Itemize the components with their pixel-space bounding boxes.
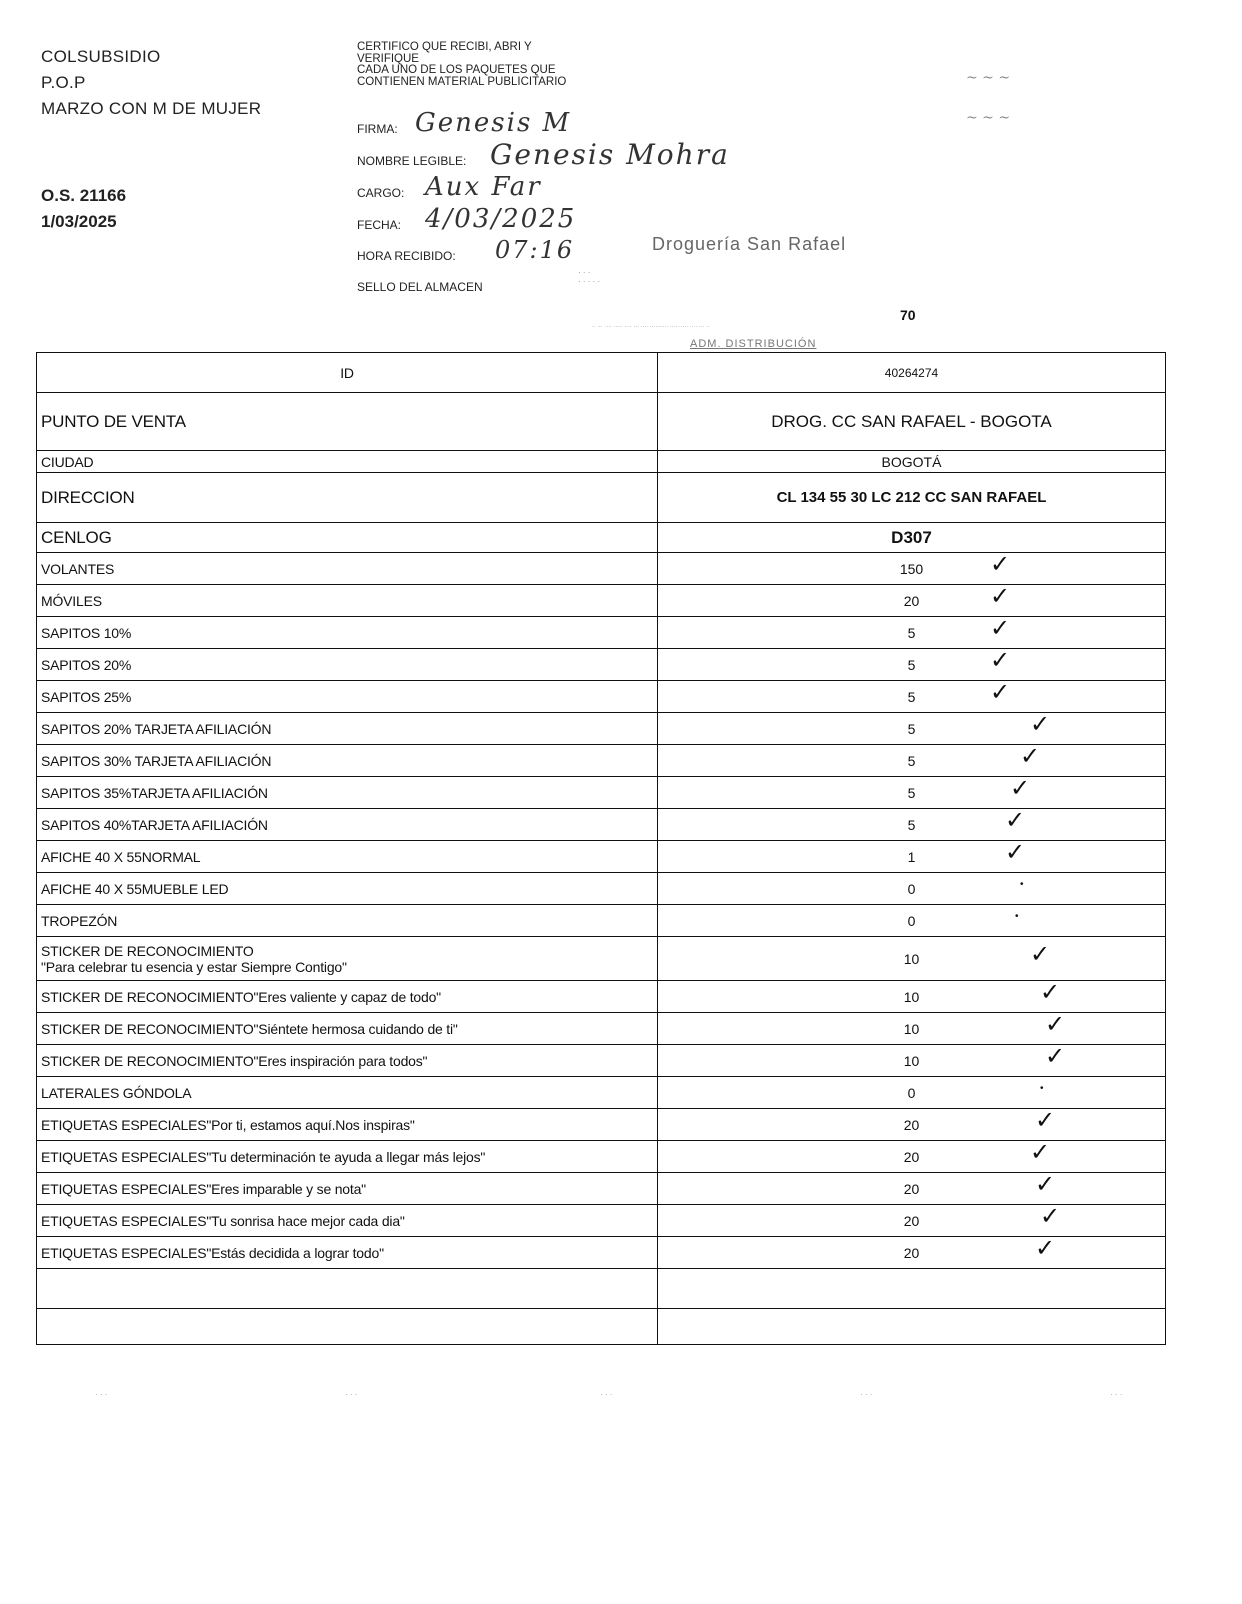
item-label-subtext: "Para celebrar tu esencia y estar Siempre Contigo": [41, 958, 347, 975]
blank-row: [37, 1269, 1166, 1309]
document-header: [41, 44, 261, 122]
id-row: [37, 353, 1166, 393]
item-label: [37, 841, 658, 873]
item-label: [37, 905, 658, 937]
id-label: ID: [37, 353, 658, 393]
checkmark-icon: ✓: [1035, 1170, 1056, 1198]
item-label-text: SAPITOS 35%TARJETA AFILIACIÓN: [41, 784, 268, 801]
order-block: [41, 183, 126, 235]
checkmark-icon: ✓: [1045, 1042, 1066, 1070]
item-label-text: AFICHE 40 X 55MUEBLE LED: [41, 880, 229, 897]
item-quantity: 0: [907, 1084, 916, 1101]
info-value: CL 134 55 30 LC 212 CC SAN RAFAEL: [658, 473, 1166, 523]
item-label: [37, 1109, 658, 1141]
doc-type: P.O.P: [41, 73, 86, 92]
item-row: [37, 1077, 1166, 1109]
item-label: [37, 1045, 658, 1077]
nombre-value: Genesis Mohra: [490, 138, 730, 171]
checkmark-icon: ✓: [1040, 978, 1061, 1006]
warehouse-stamp: Droguería San Rafael: [652, 234, 847, 254]
item-row: [37, 777, 1166, 809]
sello-label: SELLO DEL ALMACEN: [357, 280, 483, 294]
item-quantity: 5: [907, 816, 916, 833]
item-label-text: SAPITOS 20%: [41, 656, 132, 673]
checkmark-icon: ✓: [990, 678, 1011, 706]
item-label: [37, 1141, 658, 1173]
info-label: CIUDAD: [37, 451, 658, 473]
item-row: [37, 649, 1166, 681]
item-quantity-cell: [658, 1138, 1166, 1173]
item-quantity: 5: [907, 656, 916, 673]
cargo-label: CARGO:: [357, 186, 405, 200]
item-label: [37, 745, 658, 777]
checkmark-icon: ✓: [1035, 1234, 1056, 1262]
item-quantity-cell: [658, 550, 1166, 585]
item-row: [37, 713, 1166, 745]
checkmark-icon: ✓: [990, 582, 1011, 610]
checkmark-icon: ✓: [1040, 1202, 1061, 1230]
item-label-text: SAPITOS 10%: [41, 624, 132, 641]
item-quantity: 5: [907, 752, 916, 769]
item-label: [37, 1077, 658, 1109]
item-label: [37, 1205, 658, 1237]
firma-signature: Genesis M: [415, 108, 572, 138]
info-value: DROG. CC SAN RAFAEL - BOGOTA: [658, 393, 1166, 451]
info-label: DIRECCION: [37, 473, 658, 523]
item-label-text: ETIQUETAS ESPECIALES"Eres imparable y se nota": [41, 1180, 366, 1197]
item-quantity: 10: [903, 1052, 920, 1069]
info-value: D307: [658, 523, 1166, 553]
org-name: COLSUBSIDIO: [41, 47, 161, 66]
checkmark-icon: ✓: [1035, 1106, 1056, 1134]
item-label-text: STICKER DE RECONOCIMIENTO: [41, 942, 254, 959]
cert-line: CONTIENEN MATERIAL PUBLICITARIO: [357, 75, 567, 88]
info-value: BOGOTÁ: [658, 451, 1166, 473]
item-quantity: 20: [903, 1148, 920, 1165]
item-quantity-cell: [658, 1234, 1166, 1269]
item-label-text: MÓVILES: [41, 592, 102, 609]
item-row: [37, 1141, 1166, 1173]
fine-print: ·· ··· ···· ····· ···· ··· ···· ·········· ···· ····· ···· ··· ··: [592, 324, 710, 330]
item-label: [37, 649, 658, 681]
item-label-text: STICKER DE RECONOCIMIENTO"Eres inspiración para todos": [41, 1052, 428, 1069]
order-date: 1/03/2025: [41, 212, 117, 231]
checkmark-icon: ✓: [1030, 1138, 1051, 1166]
item-label-text: STICKER DE RECONOCIMIENTO"Eres valiente y capaz de todo": [41, 988, 441, 1005]
item-quantity-cell: [658, 1106, 1166, 1141]
item-label: [37, 1173, 658, 1205]
fecha-value: 4/03/2025: [425, 204, 577, 234]
info-label: PUNTO DE VENTA: [37, 393, 658, 451]
item-label-text: ETIQUETAS ESPECIALES"Tu sonrisa hace mejor cada dia": [41, 1212, 405, 1229]
item-label-text: AFICHE 40 X 55NORMAL: [41, 848, 201, 865]
item-row: [37, 1109, 1166, 1141]
item-row: [37, 905, 1166, 937]
item-label: [37, 1237, 658, 1269]
hora-label: HORA RECIBIDO:: [357, 249, 456, 263]
item-quantity-cell: [658, 1042, 1166, 1077]
item-quantity-cell: [658, 742, 1166, 777]
item-label-text: SAPITOS 40%TARJETA AFILIACIÓN: [41, 816, 268, 833]
checkmark-icon: ✓: [1030, 940, 1051, 968]
page-number: 70: [900, 307, 916, 323]
item-quantity: 5: [907, 624, 916, 641]
item-quantity-cell: [658, 937, 1166, 981]
item-quantity-cell: [658, 646, 1166, 681]
info-row: [37, 451, 1166, 473]
item-quantity-cell: [658, 838, 1166, 873]
firma-label: FIRMA:: [357, 122, 398, 136]
item-row: [37, 617, 1166, 649]
item-row: [37, 1013, 1166, 1045]
info-label: CENLOG: [37, 523, 658, 553]
blank-row: [37, 1309, 1166, 1345]
item-quantity: 5: [907, 688, 916, 705]
info-row: [37, 473, 1166, 523]
item-quantity: 20: [903, 1212, 920, 1229]
item-quantity-cell: [658, 806, 1166, 841]
item-row: [37, 1173, 1166, 1205]
item-quantity: 20: [903, 1116, 920, 1133]
item-label-text: VOLANTES: [41, 560, 115, 577]
hora-value: 07:16: [495, 236, 575, 264]
item-row: [37, 553, 1166, 585]
item-row: [37, 585, 1166, 617]
item-quantity: 5: [907, 720, 916, 737]
checkmark-icon: ✓: [990, 614, 1011, 642]
blank-cell: [37, 1309, 658, 1345]
info-row: [37, 523, 1166, 553]
item-label: [37, 937, 658, 981]
dot-mark-icon: •: [1015, 911, 1019, 922]
item-label: [37, 681, 658, 713]
item-quantity: 20: [903, 1180, 920, 1197]
item-row: [37, 1045, 1166, 1077]
handwritten-note: ~ ~ ~ ~ ~ ~: [966, 70, 1011, 126]
id-value: 40264274: [658, 353, 1166, 393]
checkmark-icon: ✓: [1020, 742, 1041, 770]
item-quantity: 10: [903, 1020, 920, 1037]
item-row: [37, 937, 1166, 981]
item-quantity: 20: [903, 1244, 920, 1261]
item-label-text: ETIQUETAS ESPECIALES"Tu determinación te ayuda a llegar más lejos": [41, 1148, 486, 1165]
item-quantity-cell: [658, 774, 1166, 809]
item-label: [37, 809, 658, 841]
item-quantity: 1: [907, 848, 916, 865]
item-label-text: SAPITOS 20% TARJETA AFILIACIÓN: [41, 720, 272, 737]
adm-label: ADM. DISTRIBUCIÓN: [690, 338, 817, 350]
item-label: [37, 1013, 658, 1045]
item-quantity: 150: [899, 560, 924, 577]
item-row: [37, 873, 1166, 905]
item-row: [37, 1237, 1166, 1269]
item-quantity-cell: [658, 978, 1166, 1013]
fecha-label: FECHA:: [357, 218, 402, 232]
item-label: [37, 713, 658, 745]
item-label-text: SAPITOS 25%: [41, 688, 132, 705]
item-quantity-cell: [658, 678, 1166, 713]
checkmark-icon: ✓: [1030, 710, 1051, 738]
item-row: [37, 745, 1166, 777]
blank-cell: [37, 1269, 658, 1309]
item-quantity-cell: [658, 582, 1166, 617]
cert-line: VERIFIQUE: [357, 52, 419, 65]
item-label: [37, 777, 658, 809]
checkmark-icon: ✓: [1005, 806, 1026, 834]
checkmark-icon: ✓: [1010, 774, 1031, 802]
item-quantity: 20: [903, 592, 920, 609]
item-quantity-cell: [658, 873, 1166, 905]
cert-line: CERTIFICO QUE RECIBI, ABRI Y: [357, 41, 532, 53]
item-label: [37, 981, 658, 1013]
item-row: [37, 681, 1166, 713]
item-label-text: LATERALES GÓNDOLA: [41, 1084, 192, 1101]
certification-text: [357, 42, 566, 88]
checkmark-icon: ✓: [1045, 1010, 1066, 1038]
checkmark-icon: ✓: [990, 550, 1011, 578]
item-label-text: ETIQUETAS ESPECIALES"Estás decidida a lograr todo": [41, 1244, 384, 1261]
item-label-text: ETIQUETAS ESPECIALES"Por ti, estamos aquí.Nos inspiras": [41, 1116, 415, 1133]
distribution-table: [36, 352, 1166, 1345]
item-quantity-cell: [658, 1170, 1166, 1205]
item-quantity: 0: [907, 912, 916, 929]
cargo-value: Aux Far: [425, 172, 542, 202]
item-label-text: STICKER DE RECONOCIMIENTO"Siéntete hermosa cuidando de ti": [41, 1020, 458, 1037]
item-quantity-cell: [658, 1010, 1166, 1045]
item-quantity-cell: [658, 905, 1166, 937]
item-quantity: 10: [903, 950, 920, 967]
item-row: [37, 981, 1166, 1013]
item-row: [37, 1205, 1166, 1237]
item-row: [37, 841, 1166, 873]
checkmark-icon: ✓: [990, 646, 1011, 674]
item-label-text: SAPITOS 30% TARJETA AFILIACIÓN: [41, 752, 272, 769]
item-quantity-cell: [658, 614, 1166, 649]
item-quantity-cell: [658, 710, 1166, 745]
item-quantity-cell: [658, 1202, 1166, 1237]
order-number: O.S. 21166: [41, 186, 127, 205]
item-quantity: 0: [907, 880, 916, 897]
item-label: [37, 617, 658, 649]
dot-mark-icon: •: [1020, 879, 1024, 890]
item-row: [37, 809, 1166, 841]
item-label-text: TROPEZÓN: [41, 912, 118, 929]
stamp-detail: · · · · · · · ·: [578, 268, 601, 286]
item-label: [37, 553, 658, 585]
campaign-name: MARZO CON M DE MUJER: [41, 99, 262, 118]
blank-cell: [658, 1309, 1166, 1345]
item-label: [37, 585, 658, 617]
checkmark-icon: ✓: [1005, 838, 1026, 866]
item-quantity: 5: [907, 784, 916, 801]
item-quantity: 10: [903, 988, 920, 1005]
info-row: [37, 393, 1166, 451]
blank-cell: [658, 1269, 1166, 1309]
item-label: [37, 873, 658, 905]
nombre-label: NOMBRE LEGIBLE:: [357, 154, 467, 168]
item-quantity-cell: [658, 1077, 1166, 1109]
dot-mark-icon: •: [1040, 1083, 1044, 1094]
cert-line: CADA UNO DE LOS PAQUETES QUE: [357, 64, 556, 76]
